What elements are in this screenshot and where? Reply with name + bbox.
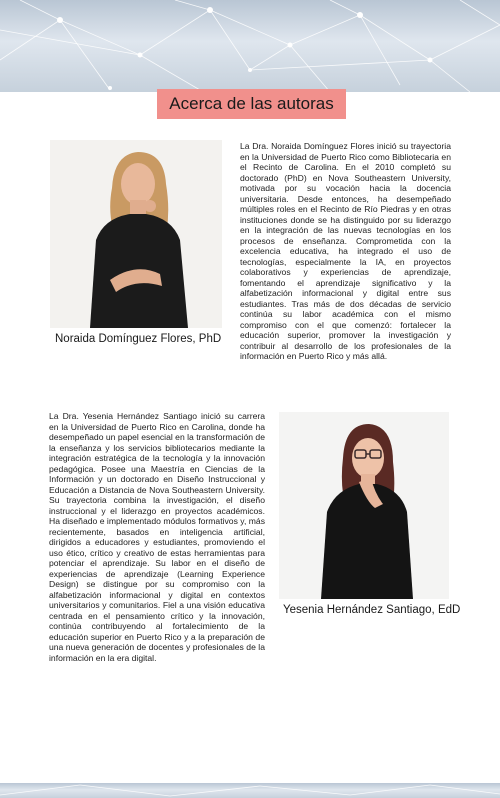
- author-bio-1: La Dra. Noraida Domínguez Flores inició su trayectoria en la Universidad de Puerto Rico como Bibliotecaria en el Recinto de Carolina. En el 2010 completó su doctorado (PhD) en Nova Southeastern University, motivada por su vocación hacia la docencia universitaria. Desde entonces, ha desempeñado múltiples roles en el Recinto de Río Piedras y en otras instituciones donde se ha distinguido por su liderazgo en la integración de las nuevas tecnologías en los procesos de enseñanza. Comprometida con la excelencia educativa, ha integrado el uso de tecnologías, especialmente la IA, en proyectos colaborativos y experiencias de aprendizaje, fomentando el aprendizaje significativo y la alfabetización informacional y digital entre sus estudiantes. Tras más de dos décadas de servicio continúa su labor académica con el mismo compromiso con el que comenzó: fortalecer la educación superior, promover la investigación y contribuir al desarrollo de los profesionales de la información en Puerto Rico y más allá.: [240, 141, 451, 361]
- footer-banner: [0, 783, 500, 798]
- author-name-2: Yesenia Hernández Santiago, EdD: [283, 604, 461, 616]
- network-lines-decoration: [0, 783, 500, 798]
- section-title: Acerca de las autoras: [157, 89, 346, 119]
- network-lines-decoration: [0, 0, 500, 92]
- author-name-1: Noraida Domínguez Flores, PhD: [55, 333, 222, 345]
- author-photo-2: [279, 412, 449, 599]
- author-bio-2: La Dra. Yesenia Hernández Santiago inició su carrera en la Universidad de Puerto Rico en Carolina, donde ha desempeñado un papel esencial en la transformación de la enseñanza y los servicios bibliotecarios mediante la integración estratégica de la tecnología y la innovación pedagógica. Posee una Maestría en Ciencias de la Información y un doctorado en Diseño Instruccional y Educación a Distancia de Nova Southeastern University. Su trayectoria combina la investigación, el diseño instruccional y el liderazgo en proyectos académicos. Ha diseñado e implementado módulos formativos y, más recientemente, basados en inteligencia artificial, dirigidos a educadores y estudiantes, promoviendo el uso ético, crítico y creativo de estas herramientas para potenciar el aprendizaje. Su labor en el diseño de experiencias de aprendizaje (Learning Experience Design) se distingue por su compromiso con la alfabetización informacional y digital en contextos universitarios y comunitarios. Fiel a una visión educativa centrada en el pensamiento crítico y la innovación, continúa contribuyendo al fortalecimiento de la educación superior en Puerto Rico y a la preparación de una nueva generación de docentes y profesionales de la información en la era digital.: [49, 411, 265, 663]
- header-banner: [0, 0, 500, 92]
- author-photo-1: [50, 140, 222, 328]
